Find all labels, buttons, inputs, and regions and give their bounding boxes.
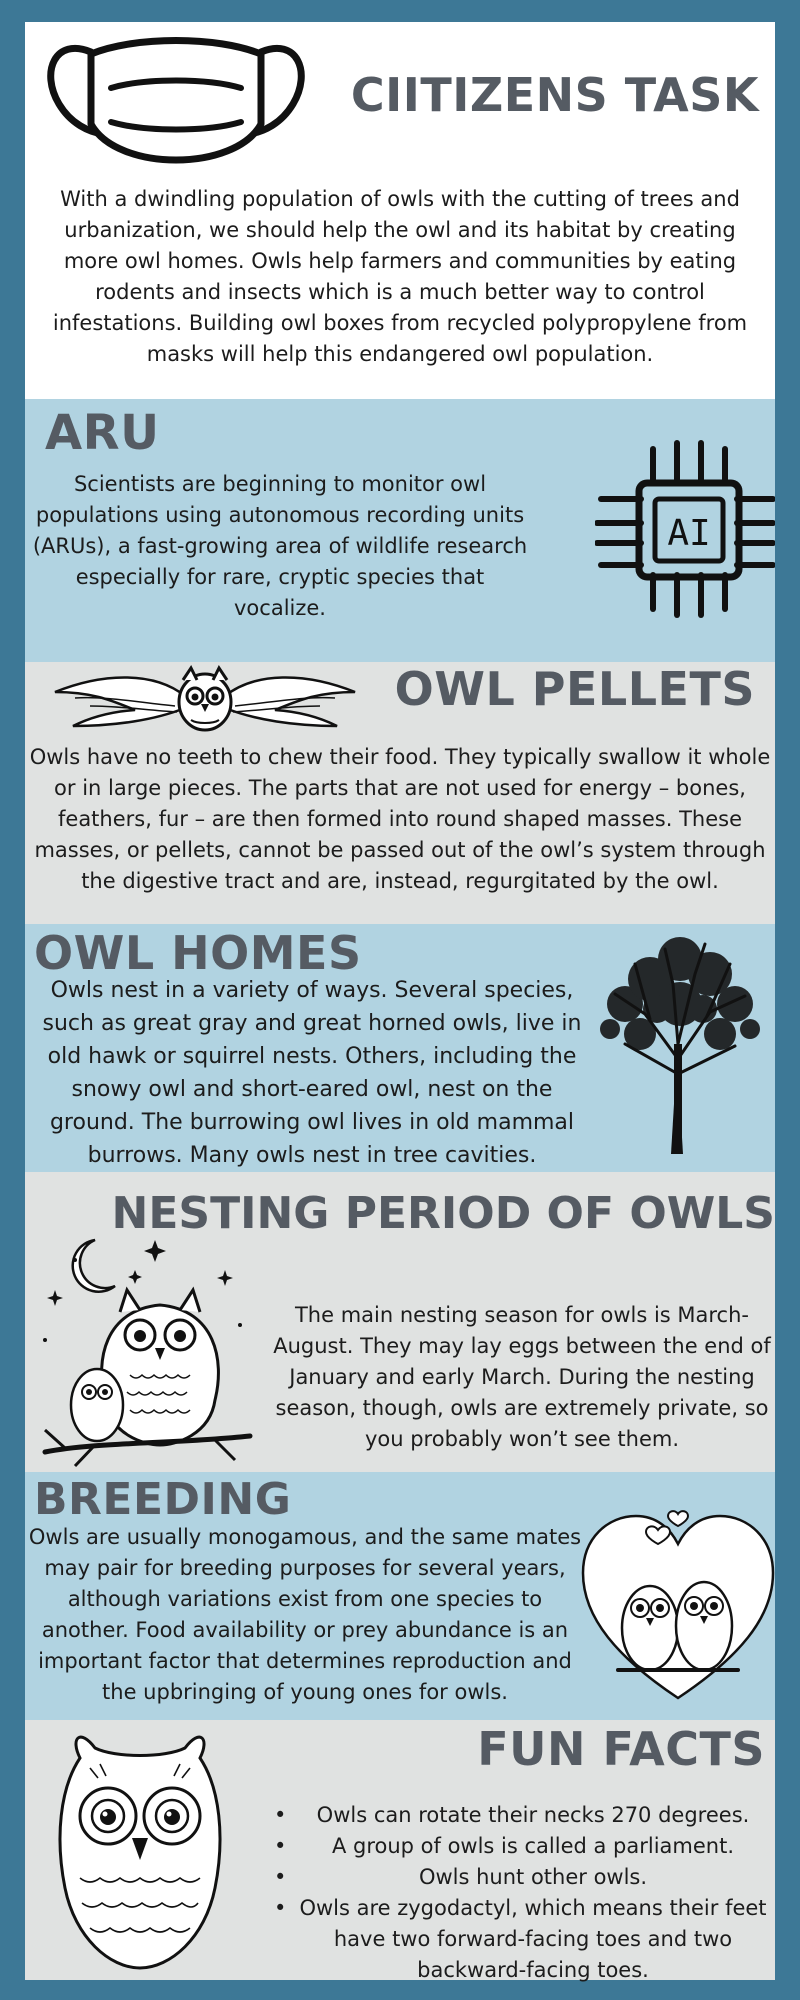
nesting-period-section: [25, 1172, 775, 1472]
citizens-task-section: [25, 22, 775, 399]
citizens-task-text: With a dwindling population of owls with the cutting of trees and urbanization, we should help the owl and its habitat by creating more owl homes. Owls help farmers and communities by eating rodents and insects which is a much better way to control infestations. Building owl boxes from recycled polypropylene from masks will help this endangered owl population.: [52, 187, 748, 366]
ai-chip-icon: [595, 439, 775, 619]
fun-fact-item: • Owls are zygodactyl, which means their feet have two forward-facing toes and two backward-facing toes.: [270, 1893, 768, 1986]
aru-section: [25, 399, 775, 662]
fun-facts-section: [25, 1720, 775, 1980]
owls-on-branch-moon-icon: [35, 1230, 265, 1470]
fun-facts-list: [270, 1800, 768, 1986]
fun-fact-item: • Owls can rotate their necks 270 degrees.: [270, 1800, 768, 1831]
fun-fact-item: • Owls hunt other owls.: [270, 1862, 768, 1893]
nesting-period-title: NESTING PERIOD OF OWLS: [111, 1188, 775, 1239]
nesting-period-text: The main nesting season for owls is March-August. They may lay eggs between the end of January and early March. During the nesting season, though, owls are extremely private, so you probably won’t see them.: [273, 1303, 771, 1451]
breeding-title: BREEDING: [34, 1474, 292, 1525]
citizens-task-title: CIITIZENS TASK: [350, 68, 759, 122]
owl-homes-title: OWL HOMES: [34, 926, 362, 980]
breeding-text: Owls are usually monogamous, and the same mates may pair for breeding purposes for several years, although variations exist from one species to another. Food availability or prey abundance is an important factor that determines reproduction and the upbringing of young ones for owls.: [28, 1525, 582, 1704]
owl-couple-heart-icon: [578, 1508, 778, 1708]
ai-chip-label: AI: [667, 513, 711, 554]
owl-pellets-title: OWL PELLETS: [394, 662, 755, 716]
aru-title: ARU: [45, 405, 160, 461]
tree-icon: [595, 934, 765, 1154]
owl-pellets-section: [25, 662, 775, 924]
owl-homes-text: Owls nest in a variety of ways. Several species, such as great gray and great horned owls, live in old hawk or squirrel nests. Others, including the snowy owl and short-eared owl, nest on the ground. The burrowing owl lives in old mammal burrows. Many owls nest in tree cavities.: [42, 978, 582, 1168]
owl-pellets-text: Owls have no teeth to chew their food. They typically swallow it whole or in large pieces. The parts that are not used for energy – bones, feathers, fur – are then formed into round shaped masses. These masses, or pellets, cannot be passed out of the owl’s system through the digestive tract and are, instead, regurgitated by the owl.: [29, 745, 771, 893]
flying-owl-icon: [45, 662, 365, 736]
breeding-section: [25, 1472, 775, 1720]
fun-facts-title: FUN FACTS: [477, 1722, 765, 1776]
face-mask-icon: [45, 32, 307, 182]
infographic: [25, 22, 775, 1980]
fun-fact-item: • A group of owls is called a parliament.: [270, 1831, 768, 1862]
owl-homes-section: [25, 924, 775, 1172]
aru-text: Scientists are beginning to monitor owl populations using autonomous recording units (ARUs), a fast-growing area of wildlife research especially for rare, cryptic species that vocalize.: [32, 472, 528, 620]
owl-portrait-icon: [40, 1728, 240, 1978]
